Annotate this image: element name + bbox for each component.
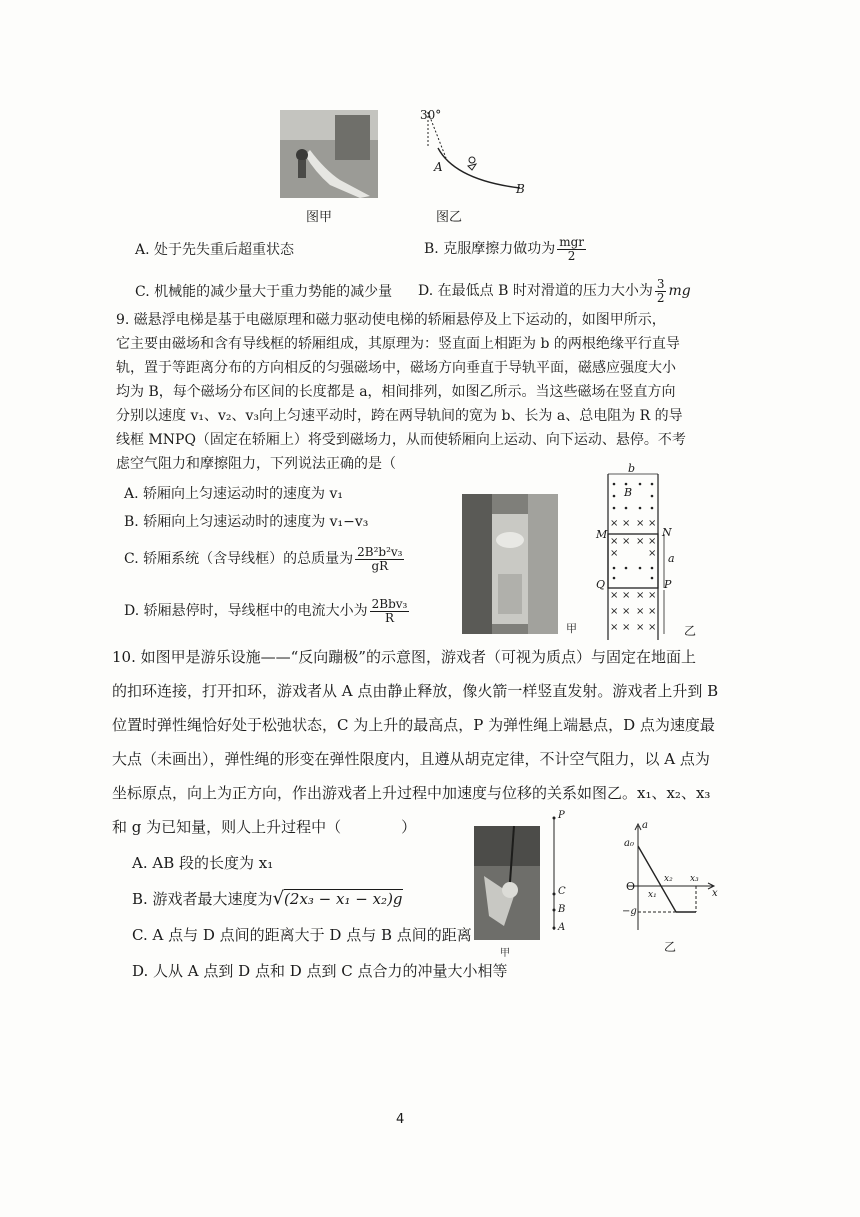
q8-option-a: A. 处于先失重后超重状态: [135, 242, 295, 258]
fig-jia-label-top: 图甲: [306, 210, 333, 225]
q9-label-P: P: [664, 578, 672, 591]
sqrt-sign: √: [272, 888, 285, 909]
svg-text:×: ×: [610, 518, 619, 529]
q8-option-d: [418, 276, 691, 306]
svg-text:×: ×: [648, 606, 657, 617]
q8-d-num: 3: [656, 276, 665, 291]
q10-stem-line-4: 大点（未画出），弹性绳的形变在弹性限度内，且遵从胡克定律，不计空气阻力，以 A 点为: [112, 750, 710, 768]
graph-origin: O: [626, 880, 636, 893]
q8-option-b-frac: [557, 236, 586, 263]
q9-stem-line-2: 它主要由磁场和含有导线框的轿厢组成，其原理为：竖直面上相距为 b 的两根绝缘平行直导: [116, 336, 680, 352]
svg-text:×: ×: [636, 622, 645, 633]
q8-option-b-text: B. 克服摩擦力做功为: [424, 241, 556, 257]
svg-text:×: ×: [622, 590, 631, 601]
q10-fig-jia-label: 甲: [500, 948, 510, 959]
svg-text:×: ×: [622, 518, 631, 529]
graph-axis-x: x: [712, 888, 718, 899]
svg-text:×: ×: [622, 536, 631, 547]
graph-a0: a₀: [624, 838, 634, 849]
q10-b-expr: (2x₃ − x₁ − x₂)g: [284, 890, 403, 908]
q9-option-d-text: D. 轿厢悬停时，导线框中的电流大小为: [124, 603, 368, 619]
q9-fig-yi-label: 乙: [684, 624, 697, 638]
svg-text:×: ×: [648, 548, 657, 559]
svg-text:×: ×: [622, 622, 631, 633]
q10-option-a: A. AB 段的长度为 x₁: [132, 854, 274, 872]
svg-text:×: ×: [648, 518, 657, 529]
angle-label: 30°: [420, 108, 442, 122]
q9-option-c-text: C. 轿厢系统（含导线框）的总质量为: [124, 551, 354, 567]
svg-text:×: ×: [648, 536, 657, 547]
svg-text:×: ×: [636, 536, 645, 547]
q10-stem-line-2: 的扣环连接，打开扣环，游戏者从 A 点由静止释放，像火箭一样竖直发射。游戏者上升到 B: [112, 682, 719, 700]
rope-label-C: C: [558, 886, 566, 897]
graph-x2: x₂: [664, 874, 673, 884]
fig-yi-label-top: 图乙: [436, 210, 463, 225]
rope-label-A: A: [558, 922, 566, 933]
svg-text:×: ×: [610, 622, 619, 633]
q10-stem-line-1: 10. 如图甲是游乐设施——“反向蹦极”的示意图，游戏者（可视为质点）与固定在地面上: [112, 648, 696, 666]
q8-option-d-frac: [655, 278, 667, 305]
q10-stem-line-5: 坐标原点，向上为正方向，作出游戏者上升过程中加速度与位移的关系如图乙。x₁、x₂、x₃: [112, 784, 711, 802]
q9-d-den: R: [384, 610, 395, 625]
svg-text:×: ×: [648, 590, 657, 601]
q9-stem-line-4: 均为 B，每个磁场分布区间的长度都是 a，相间排列，如图乙所示。当这些磁场在竖直方向: [116, 384, 676, 400]
graph-x1: x₁: [648, 890, 657, 900]
point-a-label: A: [434, 160, 443, 174]
q9-option-c: [124, 542, 406, 576]
q9-label-b-top: b: [628, 462, 636, 475]
rope-label-P: P: [558, 810, 565, 821]
q9-c-den: gR: [371, 558, 389, 573]
q9-fig-jia-label: 甲: [566, 622, 577, 635]
maglev-elevator-photo: [462, 494, 558, 634]
q9-stem-line-6: 线框 MNPQ（固定在轿厢上）将受到磁场力，从而使轿厢向上运动、向下运动、悬停。不考: [116, 432, 686, 448]
q8-option-d-text: D. 在最低点 B 时对滑道的压力大小为: [418, 283, 653, 299]
q8-option-b: [424, 234, 588, 264]
svg-text:×: ×: [636, 606, 645, 617]
q9-d-num: 2Bbv₃: [371, 596, 408, 611]
slide-photo: [280, 110, 378, 198]
q10-stem-line-3: 位置时弹性绳恰好处于松弛状态，C 为上升的最高点，P 为弹性绳上端悬点，D 点为速度最: [112, 716, 715, 734]
q9-option-b: B. 轿厢向上匀速运动时的速度为 v₁−v₃: [124, 514, 369, 530]
q10-option-d: D. 人从 A 点到 D 点和 D 点到 C 点合力的冲量大小相等: [132, 962, 508, 980]
svg-text:×: ×: [610, 590, 619, 601]
graph-neg-g: −g: [622, 906, 637, 917]
svg-text:×: ×: [610, 536, 619, 547]
q9-option-d-frac: [370, 598, 410, 625]
q9-label-B: B: [624, 486, 633, 499]
page-number: 4: [396, 1112, 405, 1127]
q10-fig-yi-label: 乙: [664, 940, 677, 954]
q10-option-b-text: B. 游戏者最大速度为: [132, 890, 273, 908]
graph-x3: x₃: [690, 874, 699, 884]
q8-d-tail: mg: [668, 283, 691, 299]
q9-stem-line-7: 虑空气阻力和摩擦阻力，下列说法正确的是（: [116, 456, 396, 472]
q9-c-num: 2B²b²v₃: [357, 544, 403, 559]
rope-position-scale: [548, 814, 572, 934]
svg-text:×: ×: [636, 518, 645, 529]
svg-text:×: ×: [622, 606, 631, 617]
q10-option-c: C. A 点与 D 点间的距离大于 D 点与 B 点间的距离: [132, 926, 472, 944]
q9-stem-line-5: 分别以速度 v₁、v₂、v₃向上匀速平动时，跨在两导轨间的宽为 b、长为 a、总电阻为 R 的导: [116, 408, 683, 424]
q9-option-a: A. 轿厢向上匀速运动时的速度为 v₁: [124, 486, 343, 502]
q9-stem-line-3: 轨，置于等距离分布的方向相反的匀强磁场中，磁场方向垂直于导轨平面，磁感应强度大小: [116, 360, 676, 376]
svg-text:×: ×: [636, 590, 645, 601]
q9-option-c-frac: [355, 546, 404, 573]
q9-label-Q: Q: [596, 578, 606, 591]
reverse-bungee-photo: [474, 826, 540, 940]
svg-text:×: ×: [610, 548, 619, 559]
q10-stem-line-6: 和 g 为已知量，则人上升过程中（ ）: [112, 818, 417, 836]
rope-label-B: B: [558, 904, 566, 915]
q8-d-den: 2: [656, 290, 665, 305]
q9-label-a: a: [668, 552, 675, 565]
q9-label-N: N: [662, 526, 672, 539]
svg-text:×: ×: [648, 622, 657, 633]
svg-text:×: ×: [610, 606, 619, 617]
q9-option-d: [124, 594, 411, 628]
point-b-label: B: [516, 182, 525, 196]
q9-stem-line-1: 9. 磁悬浮电梯是基于电磁原理和磁力驱动使电梯的轿厢悬停及上下运动的，如图甲所示，: [116, 312, 666, 328]
q8-b-den: 2: [567, 248, 576, 263]
graph-axis-a: a: [642, 820, 648, 831]
q8-option-c: C. 机械能的减少量大于重力势能的减少量: [135, 284, 393, 300]
q9-label-M: M: [596, 528, 608, 541]
q10-option-b: [132, 888, 403, 910]
q8-b-num: mgr: [559, 234, 584, 249]
